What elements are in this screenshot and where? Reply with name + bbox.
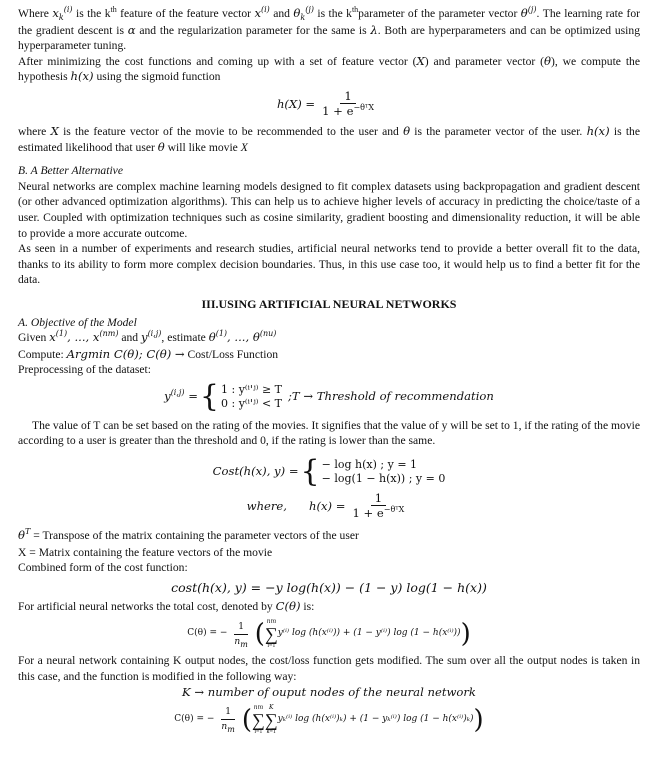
preprocess-line: Preprocessing of the dataset: [18, 363, 151, 377]
case-0: 0 : y⁽ⁱ'ʲ⁾ < T [221, 396, 283, 410]
paragraph-experiments: As seen in a number of experiments and research studies, artificial neural networks tend to provide a better overall fit to the data, thanks to its ability to form more complex decision boundaries. Thus, in this use case too, it would help us to find a better fit for the data. [18, 242, 640, 287]
math: h(x) [70, 69, 94, 84]
math: C(θ) = − [187, 628, 228, 639]
math: y⁽ⁱ⁾ log (h(x⁽ⁱ⁾)) + (1 − y⁽ⁱ⁾) log (1 − h(x⁽ⁱ⁾)) [277, 628, 461, 639]
math-xk: $x_k^{(i)}$ [52, 5, 73, 22]
k-line [18, 685, 640, 701]
text: using the sigmoid function [93, 70, 221, 84]
paren: ( [241, 704, 252, 735]
math: X [50, 123, 59, 138]
denominator: $1 + e^{-\theta ᵀX}$ [352, 505, 405, 521]
section-heading-a: A. Objective of the Model [18, 315, 137, 329]
paragraph-where [18, 124, 640, 155]
math: θ [544, 53, 552, 68]
exponent: −θᵀX [353, 102, 375, 112]
math: h(x) = [308, 498, 346, 513]
equation-cost [18, 454, 640, 490]
section-heading-iii: III.USING ARTIFICIAL NEURAL NETWORKS [201, 296, 457, 311]
text: For artificial neural networks the total cost, denoted by [18, 600, 276, 614]
fraction [318, 89, 378, 120]
math: $\theta^T$ [18, 527, 31, 543]
text: . Both are hyperparameters and can be optimized using hyperparameter tuning. [18, 23, 640, 53]
text: th [351, 5, 359, 14]
text: th [110, 5, 117, 14]
text: Given [18, 331, 50, 345]
sigma: K ∑ k=1 [264, 703, 278, 735]
text: Cost/Loss Function [184, 347, 279, 361]
math: $y^{(i,j)}$ = [164, 387, 198, 403]
math: Argmin C(θ); C(θ) → [66, 346, 185, 361]
math-thetak: $\theta_k^{(j)}$ [293, 5, 314, 22]
math: $\theta^{(1)}$, ..., $\theta^{(nu)}$ [208, 329, 277, 345]
paren: ) [460, 619, 471, 650]
equation-k-cost [18, 705, 640, 735]
text: will like movie [164, 140, 241, 154]
math-xi: $x^{(i)}$ [254, 5, 270, 20]
numerator: 1 [371, 491, 386, 506]
text: ) and parameter vector ( [424, 54, 545, 68]
math: $x^{(1)}$, ..., $x^{(nm)}$ [49, 329, 119, 345]
paragraph-neural-networks: Neural networks are complex machine learning models designed to fit complex datasets using backpropagation and gradient descent (or other advanced optimization algorithms). This can help us to achieve higher levels of accuracy in predicting the choice/taste of a user. Coupled with optimization techniques such as cosine similarity, gradient boosting and dimensionality reduction, it will be able to provide a more accurate outcome. [18, 179, 640, 240]
left-brace: { [199, 378, 220, 414]
text: is the parameter vector of the user. [410, 124, 587, 138]
text: = Transpose of the matrix containing the parameter vectors of the user [33, 529, 359, 543]
text: , estimate [161, 331, 209, 345]
numerator: 1 [340, 89, 355, 104]
text: and [118, 331, 141, 345]
compute-line [18, 347, 640, 363]
math: C(θ) = − [174, 714, 215, 725]
equation-threshold [18, 378, 640, 414]
math: $y^{(i,j)}$ [141, 329, 162, 345]
math: θ [403, 123, 411, 138]
paren: ) [473, 704, 484, 735]
text: . The learning rate for the gradient descent is [18, 7, 640, 37]
paragraph-feature-definitions [18, 6, 640, 54]
left-brace: { [300, 454, 320, 490]
text: Where [18, 7, 53, 20]
text: 1 + e [322, 103, 354, 118]
case-1: 1 : y⁽ⁱ'ʲ⁾ ≥ T [221, 382, 283, 396]
math: yₖ⁽ⁱ⁾ log (h(x⁽ⁱ⁾)ₖ) + (1 − yₖ⁽ⁱ⁾) log (1 − h(x⁽ⁱ⁾)ₖ) [277, 714, 474, 725]
math-thetaj: $\theta^{(j)}$ [520, 5, 537, 20]
paper-page [18, 6, 640, 739]
fraction [348, 491, 408, 522]
cases [322, 458, 446, 486]
text: parameter of the parameter vector [358, 7, 521, 20]
sigma: nm ∑ i=1 [251, 703, 265, 735]
def-theta-t [18, 528, 640, 545]
def-x: X = Matrix containing the feature vectors of the movie [18, 545, 273, 559]
math: K → number of ouput nodes of the neural network [182, 685, 476, 700]
math-lambda: λ [370, 22, 378, 37]
text: feature of the feature vector [116, 7, 255, 20]
case-1: − log h(x) ; y = 1 [321, 458, 418, 472]
where-label: where, [246, 498, 287, 513]
equation-sigmoid [18, 89, 640, 120]
paren: ( [254, 619, 265, 650]
text: is the estimated likelihood that user [18, 124, 640, 154]
text: After minimizing the cost functions and coming up with a set of feature vector ( [18, 54, 417, 68]
equation-hx [18, 491, 640, 522]
paragraph-k-output: For a neural network containing K output nodes, the cost/loss function gets modified. The sum over all the output nodes is taken in this case, and the function is modified in the following way: [18, 654, 640, 683]
cases [221, 383, 282, 411]
text: is: [300, 600, 315, 614]
math: cost(h(x), y) = −y log(h(x)) − (1 − y) log(1 − h(x)) [171, 579, 487, 595]
threshold-note: ;T → Threshold of recommendation [288, 389, 494, 404]
math-alpha: α [127, 22, 136, 37]
text: and [269, 7, 294, 20]
math: C(θ) [275, 599, 301, 614]
fraction: $\frac{1}{nm}$ [234, 621, 248, 649]
text: is the k [72, 7, 111, 20]
sigma: nm ∑ i=1 [264, 618, 278, 650]
math: Cost(h(x), y) = [212, 464, 299, 479]
text: where [18, 124, 51, 138]
text: is the feature vector of the movie to be recommended to the user and [58, 124, 404, 138]
fraction: $\frac{1}{nm}$ [221, 707, 235, 735]
text: and the regularization parameter for the same is [135, 23, 371, 37]
given-line [18, 330, 640, 347]
denominator [318, 104, 378, 120]
paragraph-threshold: The value of T can be set based on the rating of the movies. It signifies that the value of y will be set to 1, if the rating of the movie according to a user is greater than the threshold and 0, if the rating is lower than the same. [18, 418, 640, 448]
paragraph-hypothesis [18, 54, 640, 85]
math: θ [157, 139, 165, 154]
text: Compute: [18, 347, 67, 361]
ann-total-line [18, 599, 640, 615]
math: h(x) [586, 123, 610, 138]
combined-label: Combined form of the cost function: [18, 561, 188, 575]
math: X [240, 140, 248, 154]
equation-total-cost [18, 619, 640, 649]
equation-lhs: h(X) = [276, 96, 316, 111]
text: ), we compute the hypothesis [18, 54, 640, 84]
case-0: − log(1 − h(x)) ; y = 0 [321, 472, 446, 486]
equation-combined [18, 580, 640, 596]
text: is the k [313, 7, 352, 20]
math: X [416, 53, 425, 68]
section-heading-b: B. A Better Alternative [18, 164, 123, 178]
